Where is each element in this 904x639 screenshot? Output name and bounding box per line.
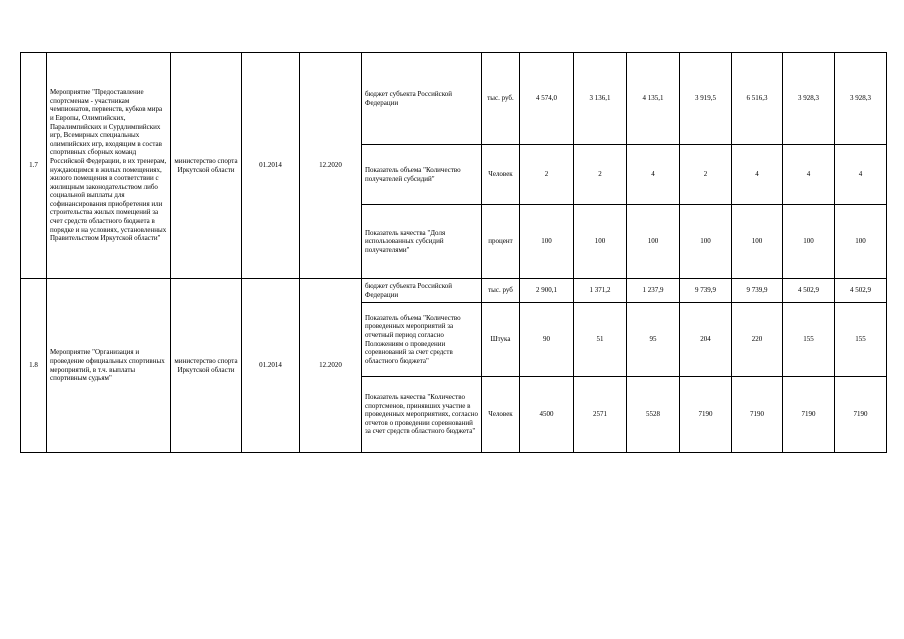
indicator-unit: Человек: [482, 145, 520, 205]
program-table: [20, 52, 887, 453]
indicator-unit: Человек: [482, 377, 520, 453]
end-date: 12.2020: [300, 279, 362, 453]
executor: министерство спорта Иркутской области: [171, 53, 242, 279]
indicator-unit: тыс. руб.: [482, 53, 520, 145]
indicator-value: 4: [783, 145, 835, 205]
indicator-value: 204: [680, 303, 732, 377]
indicator-value: 155: [835, 303, 887, 377]
indicator-value: 4500: [520, 377, 574, 453]
indicator-value: 2: [680, 145, 732, 205]
row-number: 1.7: [21, 53, 47, 279]
indicator-value: 9 739,9: [732, 279, 783, 303]
indicator-unit: Штука: [482, 303, 520, 377]
indicator-value: 100: [732, 205, 783, 279]
indicator-value: 4 135,1: [627, 53, 680, 145]
indicator-value: 6 516,3: [732, 53, 783, 145]
indicator-name: бюджет субъекта Российской Федерации: [362, 53, 482, 145]
indicator-value: 100: [835, 205, 887, 279]
indicator-value: 5528: [627, 377, 680, 453]
indicator-value: 4 502,9: [783, 279, 835, 303]
table-row: [21, 53, 887, 145]
indicator-value: 90: [520, 303, 574, 377]
start-date: 01.2014: [242, 279, 300, 453]
indicator-value: 2: [520, 145, 574, 205]
indicator-value: 4: [835, 145, 887, 205]
indicator-value: 100: [680, 205, 732, 279]
indicator-name: Показатель объема "Количество получателей субсидий": [362, 145, 482, 205]
indicator-value: 7190: [783, 377, 835, 453]
indicator-value: 3 928,3: [783, 53, 835, 145]
measure-description: Мероприятие "Предоставление спортсменам - участникам чемпионатов, первенств, кубков мира и Европы, Олимпийских, Паралимпийских и Сурдлимпийских игр, Всемирных специальных олимпийских игр, входящим в состав спортивных сборных команд Российской Федерации, в их тренерам, нуждающимся в жилых помещениях, жилого помещения в соответствии с жилищным законодательством либо социальной выплаты для софинансирования приобретения или строительства жилых помещений за счет средств областного бюджета в порядке и на условиях, установленных Правительством Иркутской области": [47, 53, 171, 279]
indicator-value: 1 371,2: [574, 279, 627, 303]
indicator-value: 9 739,9: [680, 279, 732, 303]
indicator-value: 100: [783, 205, 835, 279]
indicator-value: 7190: [835, 377, 887, 453]
indicator-value: 1 237,9: [627, 279, 680, 303]
indicator-name: Показатель качества "Доля использованных субсидий получателями": [362, 205, 482, 279]
indicator-value: 2 900,1: [520, 279, 574, 303]
indicator-value: 155: [783, 303, 835, 377]
start-date: 01.2014: [242, 53, 300, 279]
indicator-value: 95: [627, 303, 680, 377]
measure-description: Мероприятие "Организация и проведение официальных спортивных мероприятий, в т.ч. выплаты спортивным судьям": [47, 279, 171, 453]
indicator-value: 3 928,3: [835, 53, 887, 145]
indicator-value: 4: [627, 145, 680, 205]
indicator-value: 2: [574, 145, 627, 205]
indicator-unit: процент: [482, 205, 520, 279]
indicator-value: 4: [732, 145, 783, 205]
row-number: 1.8: [21, 279, 47, 453]
executor: министерство спорта Иркутской области: [171, 279, 242, 453]
indicator-value: 51: [574, 303, 627, 377]
indicator-value: 100: [574, 205, 627, 279]
indicator-value: 220: [732, 303, 783, 377]
indicator-value: 3 136,1: [574, 53, 627, 145]
table-row: [21, 279, 887, 303]
indicator-name: Показатель объема "Количество проведенных мероприятий за отчетный период согласно Положениям о проведении соревнований за счет средств областного бюджета": [362, 303, 482, 377]
indicator-value: 4 502,9: [835, 279, 887, 303]
indicator-value: 2571: [574, 377, 627, 453]
indicator-name: бюджет субъекта Российской Федерации: [362, 279, 482, 303]
indicator-value: 3 919,5: [680, 53, 732, 145]
indicator-value: 100: [627, 205, 680, 279]
end-date: 12.2020: [300, 53, 362, 279]
indicator-value: 7190: [732, 377, 783, 453]
indicator-value: 100: [520, 205, 574, 279]
indicator-unit: тыс. руб: [482, 279, 520, 303]
indicator-name: Показатель качества "Количество спортсменов, принявших участие в проведенных мероприятиях, согласно отчетов о проведении соревнований за счет средств областного бюджета": [362, 377, 482, 453]
indicator-value: 7190: [680, 377, 732, 453]
indicator-value: 4 574,0: [520, 53, 574, 145]
